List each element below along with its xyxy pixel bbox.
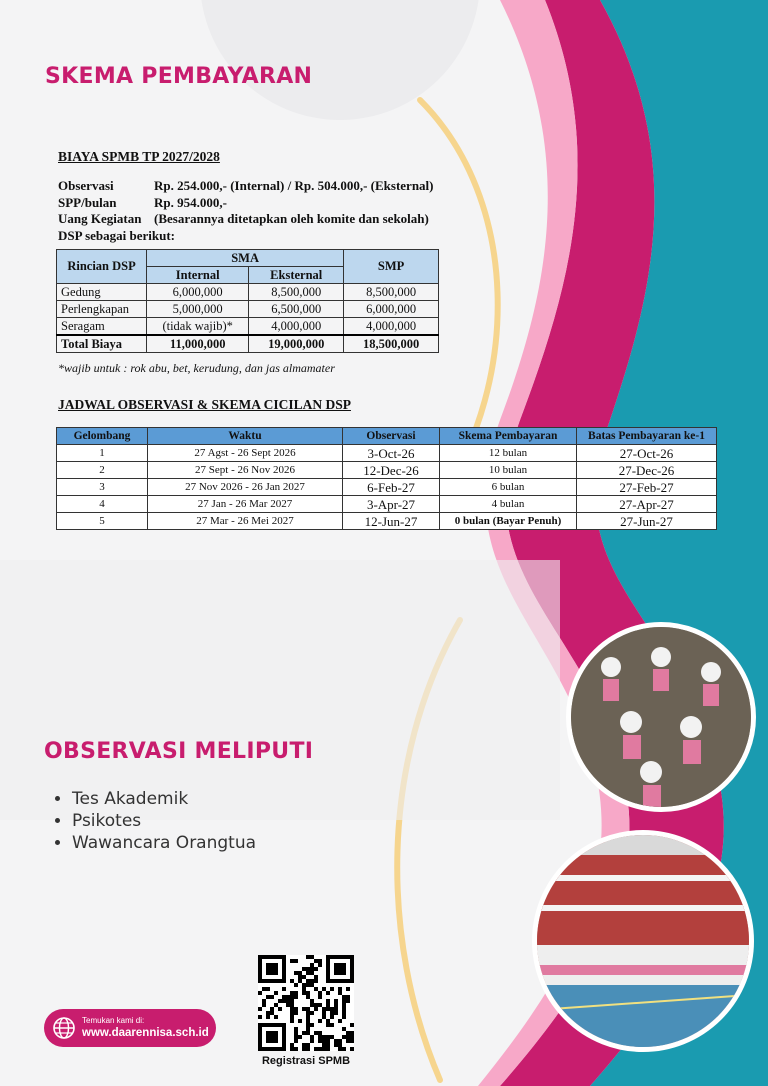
cell: 6,500,000 [249, 301, 344, 318]
info-row [58, 178, 498, 195]
students-photo-1 [566, 622, 756, 812]
table-row [57, 318, 439, 336]
cell: 4,000,000 [344, 318, 439, 336]
jadwal-table [56, 427, 717, 530]
cell: Seragam [57, 318, 147, 336]
header-sma: SMA [147, 250, 344, 267]
cell: 27 Sept - 26 Nov 2026 [148, 462, 343, 479]
table-row [57, 284, 439, 301]
jadwal-title: JADWAL OBSERVASI & SKEMA CICILAN DSP [58, 397, 351, 412]
cell: Gedung [57, 284, 147, 301]
cell: 27 Jan - 26 Mar 2027 [148, 496, 343, 513]
website-link[interactable] [44, 1009, 216, 1047]
cell: 12-Dec-26 [343, 462, 440, 479]
list-item: • Tes Akademik [72, 788, 256, 810]
skema-title: SKEMA PEMBAYARAN [45, 64, 313, 89]
biaya-title: BIAYA SPMB TP 2027/2028 [58, 149, 220, 164]
info-label: SPP/bulan [58, 194, 117, 210]
cell: 27 Mar - 26 Mei 2027 [148, 513, 343, 530]
cell: 27 Agst - 26 Sept 2026 [148, 445, 343, 462]
info-value: Rp. 954.000,- [154, 194, 227, 210]
school-photo [532, 830, 754, 1052]
header-skema: Skema Pembayaran [440, 428, 577, 445]
list-item: • Psikotes [72, 810, 256, 832]
observasi-title: OBSERVASI MELIPUTI [44, 739, 314, 764]
cell: 12-Jun-27 [343, 513, 440, 530]
cell: 27-Oct-26 [577, 445, 717, 462]
header-eksternal: Eksternal [249, 267, 344, 284]
dsp-table [56, 249, 439, 353]
cell: 27-Apr-27 [577, 496, 717, 513]
qr-code-icon [258, 955, 354, 1051]
header-observasi: Observasi [343, 428, 440, 445]
list-item: • Wawancara Orangtua [72, 832, 256, 854]
cell: 18,500,000 [344, 335, 439, 353]
header-rincian: Rincian DSP [57, 250, 147, 284]
header-smp: SMP [344, 250, 439, 284]
dsp-intro: DSP sebagai berikut: [58, 227, 176, 243]
website-label: Temukan kami di: [82, 1016, 145, 1025]
qr-code[interactable] [258, 955, 354, 1051]
cell: 0 bulan (Bayar Penuh) [440, 513, 577, 530]
cell: 5 [57, 513, 148, 530]
cell: 5,000,000 [147, 301, 249, 318]
info-row [58, 211, 498, 228]
cell: 4 [57, 496, 148, 513]
cell: Total Biaya [57, 335, 147, 353]
cell: 12 bulan [440, 445, 577, 462]
header-batas: Batas Pembayaran ke-1 [577, 428, 717, 445]
header-internal: Internal [147, 267, 249, 284]
cell: 3 [57, 479, 148, 496]
biaya-info [58, 178, 498, 244]
cell: 6,000,000 [147, 284, 249, 301]
info-label: Uang Kegiatan [58, 211, 142, 226]
cell: 19,000,000 [249, 335, 344, 353]
cell: 27-Feb-27 [577, 479, 717, 496]
header-waktu: Waktu [148, 428, 343, 445]
cell: 6-Feb-27 [343, 479, 440, 496]
cell: 1 [57, 445, 148, 462]
cell: 4,000,000 [249, 318, 344, 336]
cell: 27 Nov 2026 - 26 Jan 2027 [148, 479, 343, 496]
cell: 8,500,000 [249, 284, 344, 301]
globe-icon [52, 1016, 76, 1040]
table-row [57, 479, 717, 496]
cell: 2 [57, 462, 148, 479]
cell: 4 bulan [440, 496, 577, 513]
cell: (tidak wajib)* [147, 318, 249, 336]
cell: 10 bulan [440, 462, 577, 479]
cell: 6,000,000 [344, 301, 439, 318]
school-illustration [537, 835, 749, 1047]
table-row [57, 301, 439, 318]
cell: Perlengkapan [57, 301, 147, 318]
students-illustration [571, 627, 751, 807]
header-gelombang: Gelombang [57, 428, 148, 445]
info-label: Observasi [58, 178, 114, 193]
cell: 27-Jun-27 [577, 513, 717, 530]
dsp-note: *wajib untuk : rok abu, bet, kerudung, dan jas almamater [58, 361, 335, 375]
table-row [57, 513, 717, 530]
observasi-list [44, 788, 256, 854]
website-url: www.daarennisa.sch.id [82, 1027, 209, 1039]
cell: 3-Oct-26 [343, 445, 440, 462]
cell: 11,000,000 [147, 335, 249, 353]
cell: 6 bulan [440, 479, 577, 496]
qr-caption: Registrasi SPMB [261, 1055, 351, 1067]
table-row [57, 462, 717, 479]
table-row [57, 496, 717, 513]
info-value: (Besarannya ditetapkan oleh komite dan sekolah) [154, 211, 429, 226]
info-value: Rp. 254.000,- (Internal) / Rp. 504.000,- (Eksternal) [154, 178, 434, 193]
total-row [57, 335, 439, 353]
cell: 3-Apr-27 [343, 496, 440, 513]
info-row [58, 195, 498, 212]
cell: 8,500,000 [344, 284, 439, 301]
table-row [57, 445, 717, 462]
cell: 27-Dec-26 [577, 462, 717, 479]
